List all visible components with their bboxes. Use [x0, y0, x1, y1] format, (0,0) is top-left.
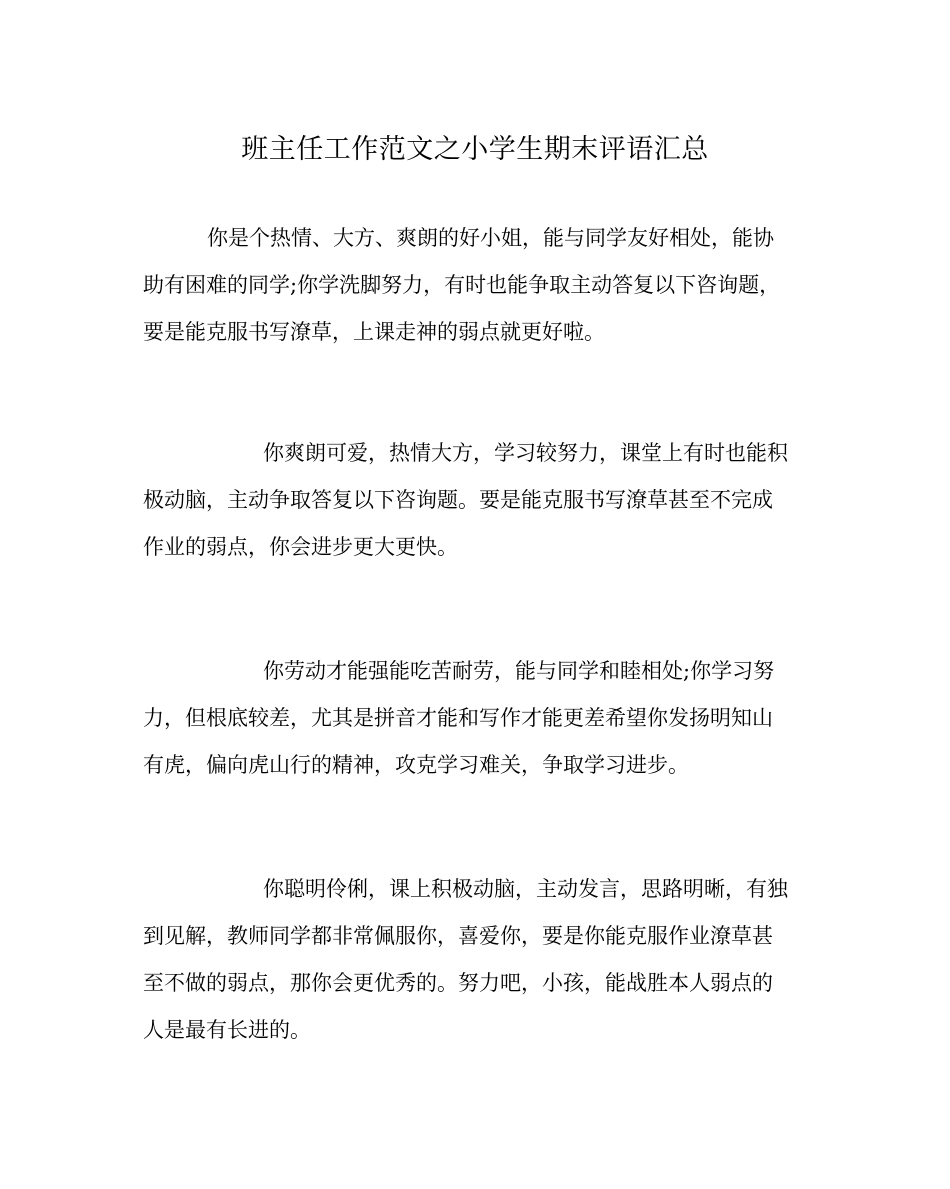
comment-paragraph-3 — [143, 648, 808, 789]
paragraph-line: 有虎，偏向虎山行的精神，攻克学习难关，争取学习进步。 — [143, 753, 689, 777]
comment-paragraph-4 — [143, 866, 808, 1054]
paragraph-line: 助有困难的同学;你学洗脚努力，有时也能争取主动答复以下咨询题， — [143, 273, 781, 297]
paragraph-line: 人是最有长进的。 — [143, 1018, 311, 1042]
paragraph-line: 极动脑，主动争取答复以下咨询题。要是能克服书写潦草甚至不完成 — [143, 488, 773, 512]
paragraph-line: 要是能克服书写潦草，上课走神的弱点就更好啦。 — [143, 320, 605, 344]
paragraph-line: 你爽朗可爱，热情大方，学习较努力，课堂上有时也能积 — [263, 441, 788, 465]
paragraph-line: 你劳动才能强能吃苦耐劳，能与同学和睦相处;你学习努 — [263, 659, 775, 683]
paragraph-line: 你聪明伶俐，课上积极动脑，主动发言，思路明晰，有独 — [263, 877, 788, 901]
paragraph-line: 到见解，教师同学都非常佩服你，喜爱你，要是你能克服作业潦草甚 — [143, 924, 773, 948]
page-title: 班主任工作范文之小学生期末评语汇总 — [241, 134, 709, 165]
comment-paragraph-1 — [143, 215, 808, 356]
paragraph-line: 你是个热情、大方、爽朗的好小姐，能与同学友好相处，能协 — [207, 226, 774, 250]
paragraph-line: 力，但根底较差，尤其是拼音才能和写作才能更差希望你发扬明知山 — [143, 706, 773, 730]
comment-paragraph-2 — [143, 430, 808, 571]
paragraph-line: 至不做的弱点，那你会更优秀的。努力吧，小孩，能战胜本人弱点的 — [143, 971, 773, 995]
paragraph-line: 作业的弱点，你会进步更大更快。 — [143, 535, 458, 559]
